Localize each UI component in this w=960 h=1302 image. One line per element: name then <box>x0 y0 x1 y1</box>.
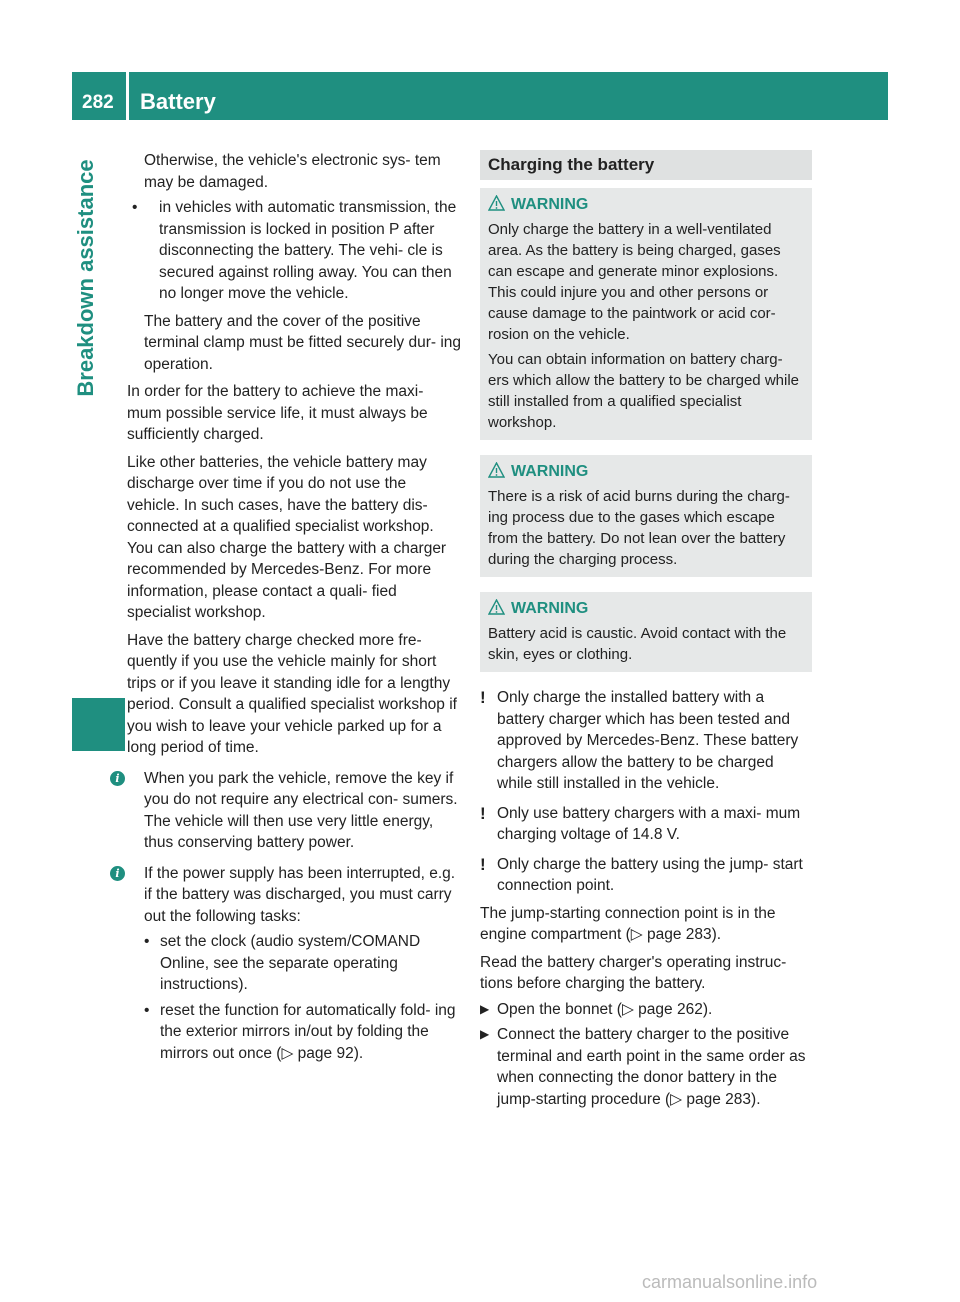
paragraph: Like other batteries, the vehicle battery may discharge over time if you do not use the vehicle. In such cases, have the battery dis- connected at a qualified specialist workshop. You can also charge the battery with a charger recommended by Mercedes-Benz. For more information, please contact a quali- fied specialist workshop. <box>127 453 447 621</box>
paragraph: Have the battery charge checked more fre- quently if you use the vehicle mainly for short trips or if you leave it standing idle for a lengthy period. Consult a qualified specialist workshop if you wish to leave your vehicle parked up for a long period of time. <box>127 631 457 756</box>
arrow-right-icon: ▶ <box>480 1001 490 1016</box>
warning-box <box>480 592 812 672</box>
info-note <box>115 768 462 854</box>
right-column <box>480 150 812 1110</box>
bullet-text: reset the function for automatically fold- ing the exterior mirrors in/out by folding the mirrors out once (▷ page 92). <box>160 1001 456 1062</box>
warning-label: WARNING <box>511 463 589 480</box>
warning-box <box>480 188 812 440</box>
left-column <box>115 150 462 1064</box>
caution-text: Only use battery chargers with a maxi- mum charging voltage of 14.8 V. <box>497 804 801 843</box>
info-text: If the power supply has been interrupted, e.g. if the battery was discharged, you must carry out the following tasks: <box>144 864 456 925</box>
paragraph: The battery and the cover of the positive terminal clamp must be fitted securely dur- ing operation. <box>144 312 462 373</box>
bullet-item <box>127 931 462 996</box>
info-icon: i <box>110 771 125 786</box>
exclamation-icon: ! <box>480 854 486 874</box>
paragraph: The jump-starting connection point is in the engine compartment (▷ page 283). <box>480 904 776 943</box>
bullet-icon: • <box>132 199 138 216</box>
paragraph: Otherwise, the vehicle's electronic sys- tem may be damaged. <box>144 152 441 191</box>
bullet-item <box>127 197 462 305</box>
caution-note <box>480 854 812 897</box>
info-note <box>115 863 462 928</box>
step-item <box>480 1024 812 1110</box>
warning-text: Only charge the battery in a well-ventilated area. As the battery is being charged, gases can escape and generate minor explosions. This could injure you and other persons or cause damage to the paintwork or acid cor- rosion on the vehicle. <box>488 221 781 343</box>
warning-label: WARNING <box>511 600 589 617</box>
caution-note <box>480 687 812 795</box>
page-title: Battery <box>140 89 216 114</box>
info-icon: i <box>110 866 125 881</box>
warning-triangle-icon <box>488 599 505 621</box>
paragraph: In order for the battery to achieve the maxi- mum possible service life, it must always be sufficiently charged. <box>127 383 428 443</box>
exclamation-icon: ! <box>480 803 486 823</box>
warning-box <box>480 455 812 577</box>
step-text: Connect the battery charger to the positive terminal and earth point in the same order as when connecting the donor battery in the jump-starting procedure (▷ page 283). <box>497 1026 806 1108</box>
warning-heading <box>488 598 804 619</box>
warning-label: WARNING <box>511 196 589 213</box>
warning-heading <box>488 461 804 482</box>
paragraph: Read the battery charger's operating instruc- tions before charging the battery. <box>480 953 787 992</box>
bullet-icon: • <box>144 1001 150 1019</box>
warning-heading <box>488 194 804 215</box>
warning-triangle-icon <box>488 195 505 217</box>
exclamation-icon: ! <box>480 688 486 707</box>
warning-triangle-icon <box>488 462 505 484</box>
page-number: 282 <box>82 92 114 113</box>
step-item <box>480 999 812 1021</box>
warning-text: There is a risk of acid burns during the charg- ing process due to the gases which escape from the battery. Do not lean over the battery during the charging process. <box>488 488 790 568</box>
bullet-item <box>127 1000 462 1065</box>
header-divider <box>126 72 129 120</box>
bullet-text: set the clock (audio system/COMAND Online, see the separate operating instructions). <box>160 933 421 993</box>
watermark: carmanualsonline.info <box>642 1272 818 1292</box>
caution-text: Only charge the battery using the jump- start connection point. <box>497 855 803 894</box>
page-header <box>72 72 888 120</box>
side-section-text: Breakdown assistance <box>73 159 98 397</box>
arrow-right-icon: ▶ <box>480 1027 490 1041</box>
caution-note <box>480 803 812 846</box>
section-title: Charging the battery <box>480 150 812 180</box>
warning-text: You can obtain information on battery charg- ers which allow the battery to be charged while still installed from a qualified specialist workshop. <box>488 351 800 431</box>
side-tab-marker <box>72 698 125 751</box>
caution-text: Only charge the installed battery with a battery charger which has been tested and approved by Mercedes-Benz. These battery chargers allow the battery to be charged while still installed in the vehicle. <box>497 689 799 792</box>
bullet-text: in vehicles with automatic transmission, the transmission is locked in position P after disconnecting the battery. The vehi- cle is secured against rolling away. You can then no longer move the vehicle. <box>159 199 457 302</box>
step-text: Open the bonnet (▷ page 262). <box>497 1000 713 1018</box>
bullet-icon: • <box>144 933 150 950</box>
warning-text: Battery acid is caustic. Avoid contact with the skin, eyes or clothing. <box>488 625 787 663</box>
info-text: When you park the vehicle, remove the key if you do not require any electrical con- sumers. The vehicle will then use very little energy, thus conserving battery power. <box>144 769 458 851</box>
